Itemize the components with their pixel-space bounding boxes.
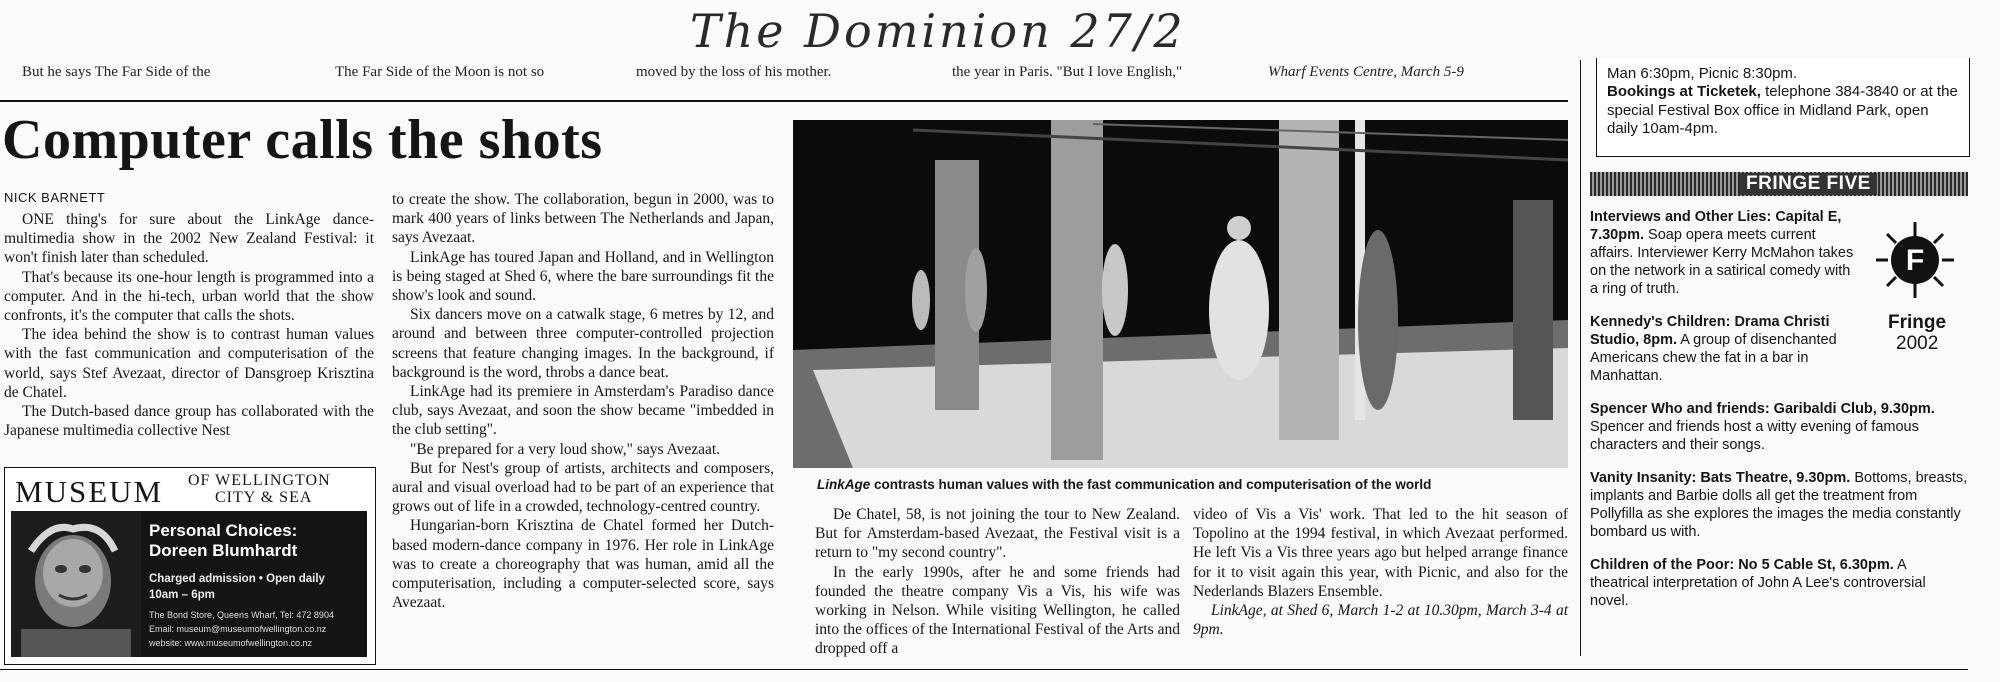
fringe-item-1-desc: Soap opera meets current affairs. Interviewer Kerry McMahon takes on the network in a satirical comedy with a ring of truth. (1590, 227, 1854, 297)
col3-para-1: De Chatel, 58, is not joining the tour to New Zealand. But for Amsterdam-based Avezaat, the Festival visit is a return to "my second country". (815, 506, 1180, 562)
fragment-5: Wharf Events Centre, March 5-9 (1268, 64, 1464, 80)
caption-lead: LinkAge (817, 477, 871, 492)
advert-website: website: www.museumofwellington.co.nz (149, 638, 313, 648)
byline: NICK BARNETT (4, 190, 106, 205)
col2-para-3: Six dancers move on a catwalk stage, 6 metres by 12, and around and between three computer-controlled projection screens that feature changing images. In the background, if background is the word, throbs a dance beat. (392, 306, 774, 381)
museum-of-wellington: OF WELLINGTON (188, 472, 331, 489)
col2-para-7: Hungarian-born Krisztina de Chatel formed her Dutch-based modern-dance company in 1976. Her role in LinkAge was to create a choreography that was human, amid all the computerisation, including a computer-selected score, says Avezaat. (392, 517, 774, 612)
col1-para-1: ONE thing's for sure about the LinkAge dance-multimedia show in the 2002 New Zealand Festival: it won't finish later than scheduled. (4, 211, 374, 267)
fringe-item-5-title: Children of the Poor: No 5 Cable St, 6.30pm. (1590, 557, 1894, 573)
fringe-logo-word: Fringe (1888, 312, 1947, 333)
bookings-rest: telephone 384-3840 or at the special Festival Box office in Midland Park, open daily 10am-4pm. (1607, 83, 1958, 137)
col1-para-4: The Dutch-based dance group has collaborated with the Japanese multimedia collective Nest (4, 403, 374, 440)
col1-para-3: The idea behind the show is to contrast human values with the fast communication and computerisation of the world, says Stef Avezaat, director of Dansgroep Krisztina de Chatel. (4, 326, 374, 401)
col2-para-2: LinkAge has toured Japan and Holland, and in Wellington is being staged at Shed 6, where the bare surroundings fit the show's look and sound. (392, 248, 774, 305)
fringe-item-4 (1590, 469, 1968, 541)
advert-panel (11, 511, 367, 657)
article-column-4 (1193, 505, 1568, 639)
fragment-3: moved by the loss of his mother. (636, 64, 832, 80)
fringe-heading: FRINGE FIVE (1740, 173, 1877, 195)
top-rule (0, 100, 1568, 102)
handwritten-note: The Dominion 27/2 (690, 4, 1186, 58)
col3-para-2: In the early 1990s, after he and some friends had founded the theatre company Vis a Vis, his wife was working in Nelson. While visiting Wellington, he called into the offices of the International Festival of the Arts and dropped off a (815, 563, 1180, 658)
fringe-item-1-title: Interviews and Other Lies: Capital E, 7.30pm. (1590, 209, 1842, 243)
fringe-item-3-desc: Spencer and friends host a witty evening of famous characters and their songs. (1590, 419, 1919, 453)
fringe-item-2-title: Kennedy's Children: Drama Christi Studio, 8pm. (1590, 314, 1830, 348)
article-column-3 (815, 505, 1180, 659)
bottom-rule (0, 669, 1968, 670)
bookings-text (1607, 83, 1959, 139)
col4-para-1: video of Vis a Vis' work. That led to the hit season of Topolino at the 1994 festival, in which Avezaat performed. He left Vis a Vis three years ago but helped arrange finance for it to visit again this year, with Picnic, and also for the Nederlands Blazers Ensemble. (1193, 506, 1568, 600)
sidebar-divider (1580, 60, 1581, 656)
portrait-image (11, 511, 141, 657)
fringe-item-5-desc: A theatrical interpretation of John A Lee's controversial novel. (1590, 557, 1926, 609)
bookings-bold: Bookings at Ticketek, (1607, 83, 1761, 100)
fringe-item-1 (1590, 208, 1858, 298)
advert-title-2: Doreen Blumhardt (149, 541, 298, 560)
advert-hours: 10am – 6pm (149, 589, 215, 601)
caption-text: contrasts human values with the fast communication and computerisation of the world (874, 477, 1432, 492)
fragment-1: But he says The Far Side of the (22, 64, 211, 80)
col2-para-4: LinkAge had its premiere in Amsterdam's Paradiso dance club, says Avezaat, and soon the show became "imbedded in the club setting". (392, 383, 774, 439)
col1-para-2: That's because its one-hour length is programmed into a computer. And in the hi-tech, urban world that the show confronts, it's the computer that calls the shots. (4, 268, 374, 325)
advert-title-1: Personal Choices: (149, 521, 298, 540)
fragment-4: the year in Paris. "But I love English," (952, 64, 1183, 80)
fringe-logo-letter: F (1905, 244, 1925, 277)
fringe-list (1590, 208, 1968, 625)
advert-admission: Charged admission • Open daily (149, 573, 325, 585)
fringe-heading-bar (1590, 172, 1968, 196)
bookings-top-line: Man 6:30pm, Picnic 8:30pm. (1607, 65, 1798, 82)
fringe-item-3 (1590, 400, 1968, 454)
museum-city-sea: CITY & SEA (215, 489, 313, 506)
dance-photo-art (793, 120, 1568, 468)
bookings-box (1596, 58, 1970, 157)
photo-caption (817, 477, 1431, 492)
fringe-item-4-desc: Bottoms, breasts, implants and Barbie dolls all get the treatment from Pollyfilla as she explores the images the media constantly bombard us with. (1590, 470, 1968, 540)
article-column-1 (4, 210, 374, 440)
article-column-2 (392, 190, 774, 612)
col2-para-5: "Be prepared for a very loud show," says Avezaat. (410, 440, 721, 458)
col4-para-2: LinkAge, at Shed 6, March 1-2 at 10.30pm, March 3-4 at 9pm. (1193, 602, 1568, 639)
col2-para-6: But for Nest's group of artists, architects and composers, aural and visual overload had to be part of an experience that grows out of life in a crowded, technology-centred country. (392, 459, 774, 516)
museum-wordmark: MUSEUM (15, 474, 164, 509)
fringe-item-5 (1590, 556, 1968, 610)
fringe-item-3-title: Spencer Who and friends: Garibaldi Club, 9.30pm. (1590, 401, 1935, 417)
museum-advert (4, 467, 376, 665)
fringe-item-2 (1590, 313, 1858, 385)
dance-photo (793, 120, 1568, 468)
fragment-2: The Far Side of the Moon is not so (335, 64, 545, 80)
fringe-logo-year: 2002 (1896, 333, 1939, 354)
fringe-item-4-title: Vanity Insanity: Bats Theatre, 9.30pm. (1590, 470, 1851, 486)
fringe-item-2-desc: A group of disenchanted Americans chew the fat in a bar in Manhattan. (1590, 332, 1837, 384)
advert-email: Email: museum@museumofwellington.co.nz (149, 624, 327, 634)
col2-para-1: to create the show. The collaboration, begun in 2000, was to mark 400 years of links between The Netherlands and Japan, says Avezaat. (392, 191, 774, 247)
advert-address: The Bond Store, Queens Wharf, Tel: 472 8904 (149, 610, 334, 620)
headline: Computer calls the shots (2, 109, 603, 171)
